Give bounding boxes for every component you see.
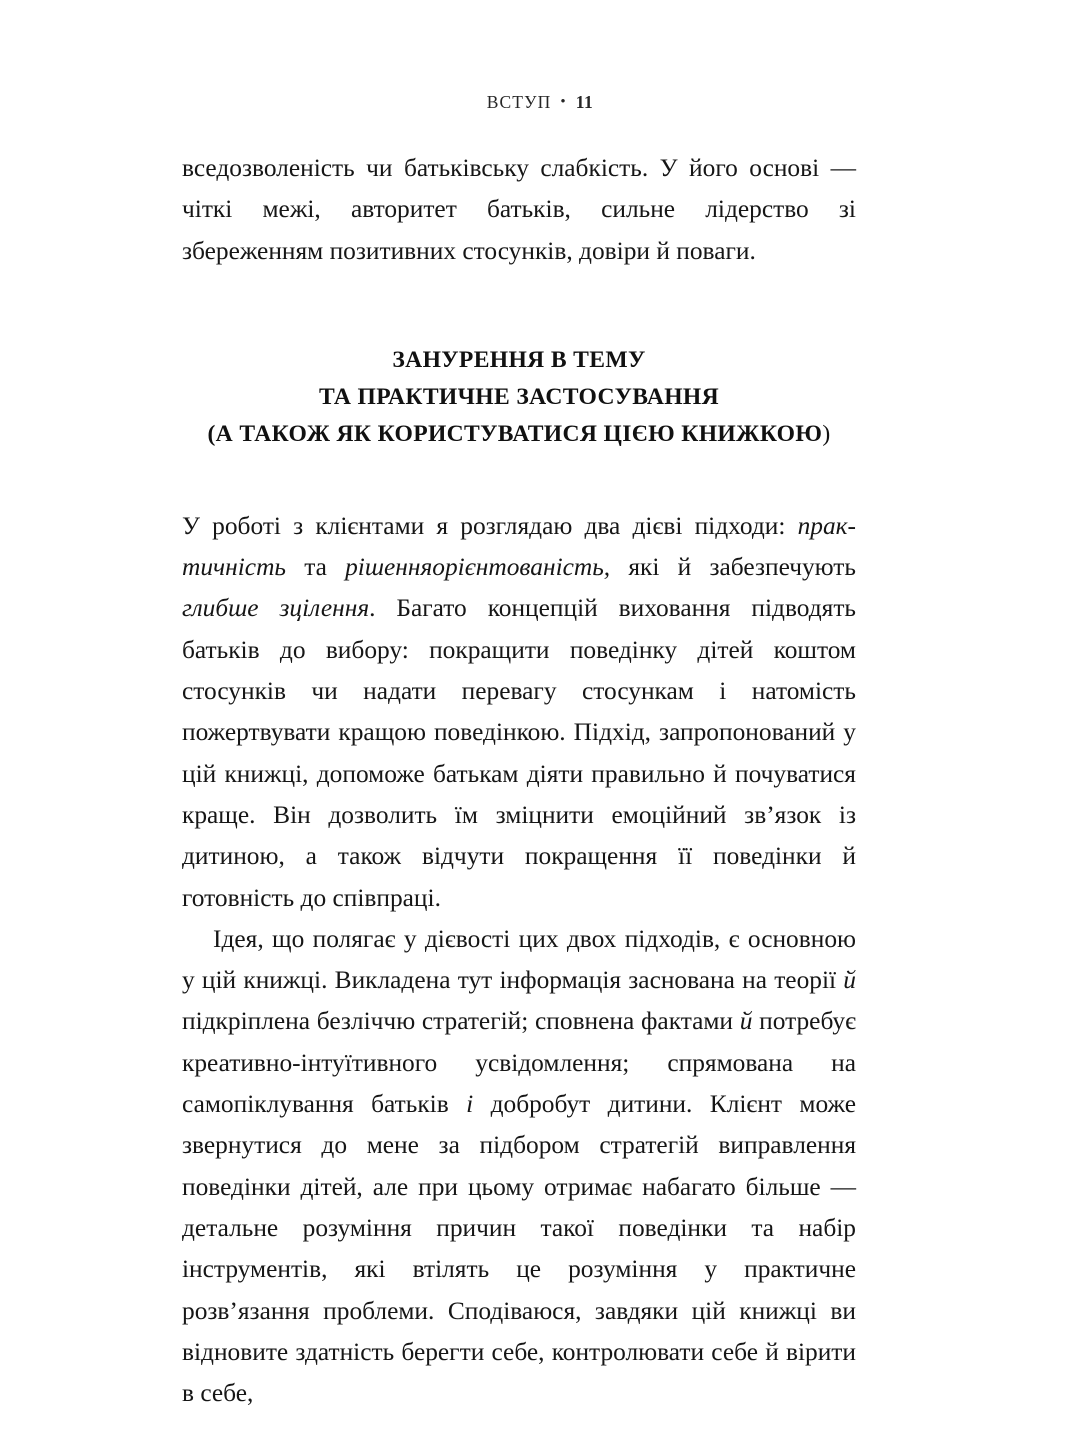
par3-segment-1: Ідея, що полягає у дієвості цих двох підходів, є основною у цій книжці. Викладена тут інформація заснована на теорії xyxy=(182,924,856,995)
par3-segment-2: підкріплена безліччю стратегій; сповнена фактами xyxy=(182,1007,740,1036)
par3-italic-conjunction-2: й xyxy=(739,1007,753,1036)
page-number: 11 xyxy=(575,92,594,112)
par3-italic-conjunction-3: і xyxy=(466,1090,474,1119)
par2-segment-2: та xyxy=(285,553,346,582)
par3-segment-4: добробут дитини. Клієнт може звернутися до мене за підбором стратегій виправлення поведінки дітей, але при цьому отримає набагато більше — детальне розуміння причин такої поведінки та набір інструментів, які втілять це розуміння у практичне розв’язання проблеми. Сподіваюся, завдяки цій книжці ви відновите здатність берегти себе, контролювати себе й вірити в себе, xyxy=(182,1090,857,1408)
par3-segment-3: потребує креативно-інтуїтивного усвідомлення; спрямована на самопіклування батьків xyxy=(182,1007,857,1119)
par2-segment-3: які й забезпечують xyxy=(610,553,856,582)
running-head xyxy=(0,92,1080,113)
paragraph-continued xyxy=(182,148,856,272)
spacer-below-heading xyxy=(182,453,856,506)
paragraph-main-idea xyxy=(182,919,856,1415)
section-heading xyxy=(182,342,856,453)
spacer-above-heading xyxy=(182,272,856,342)
running-head-label: ВСТУП xyxy=(486,92,552,112)
par2-italic-deeper-healing: глибше зцілення xyxy=(182,594,370,623)
par2-segment-4: . Багато концепцій виховання підводять батьків до вибору: покращити поведінку дітей коштом стосунків чи надати перевагу стосункам і натомість пожертвувати кращою поведінкою. Підхід, запропонований у цій книжці, допоможе батькам діяти правильно й почуватися краще. Він дозволить їм зміцнити емоційний зв’язок із дитиною, а також відчути покращення її поведінки й готовність до співпраці. xyxy=(182,594,857,912)
par2-italic-solution-oriented: рішенняорієнтованість, xyxy=(345,553,611,582)
section-heading-line-1: ЗАНУРЕННЯ В ТЕМУ xyxy=(392,346,646,373)
section-heading-line-3-text: (А ТАКОЖ ЯК КОРИСТУВАТИСЯ ЦІЄЮ КНИЖКОЮ xyxy=(207,420,823,447)
par3-italic-conjunction-1: й xyxy=(843,966,856,995)
section-heading-line-3 xyxy=(182,416,856,453)
running-head-separator: • xyxy=(560,94,567,110)
section-heading-line-2: ТА ПРАКТИЧНЕ ЗАСТОСУВАННЯ xyxy=(318,383,720,410)
par2-italic-practicality: прак-тичність xyxy=(182,511,856,582)
section-heading-closing-paren: ) xyxy=(822,420,831,447)
paragraph-continued-text: вседозволеність чи батьківську слабкість. У його основі — чіткі межі, авторитет батьків, сильне лідерство зі збереженням позитивних стосунків, довіри й поваги. xyxy=(182,154,856,265)
text-column xyxy=(182,148,856,1414)
paragraph-approaches xyxy=(182,506,856,919)
par2-segment-1: У роботі з клієнтами я розглядаю два дієві підходи: xyxy=(182,511,798,540)
